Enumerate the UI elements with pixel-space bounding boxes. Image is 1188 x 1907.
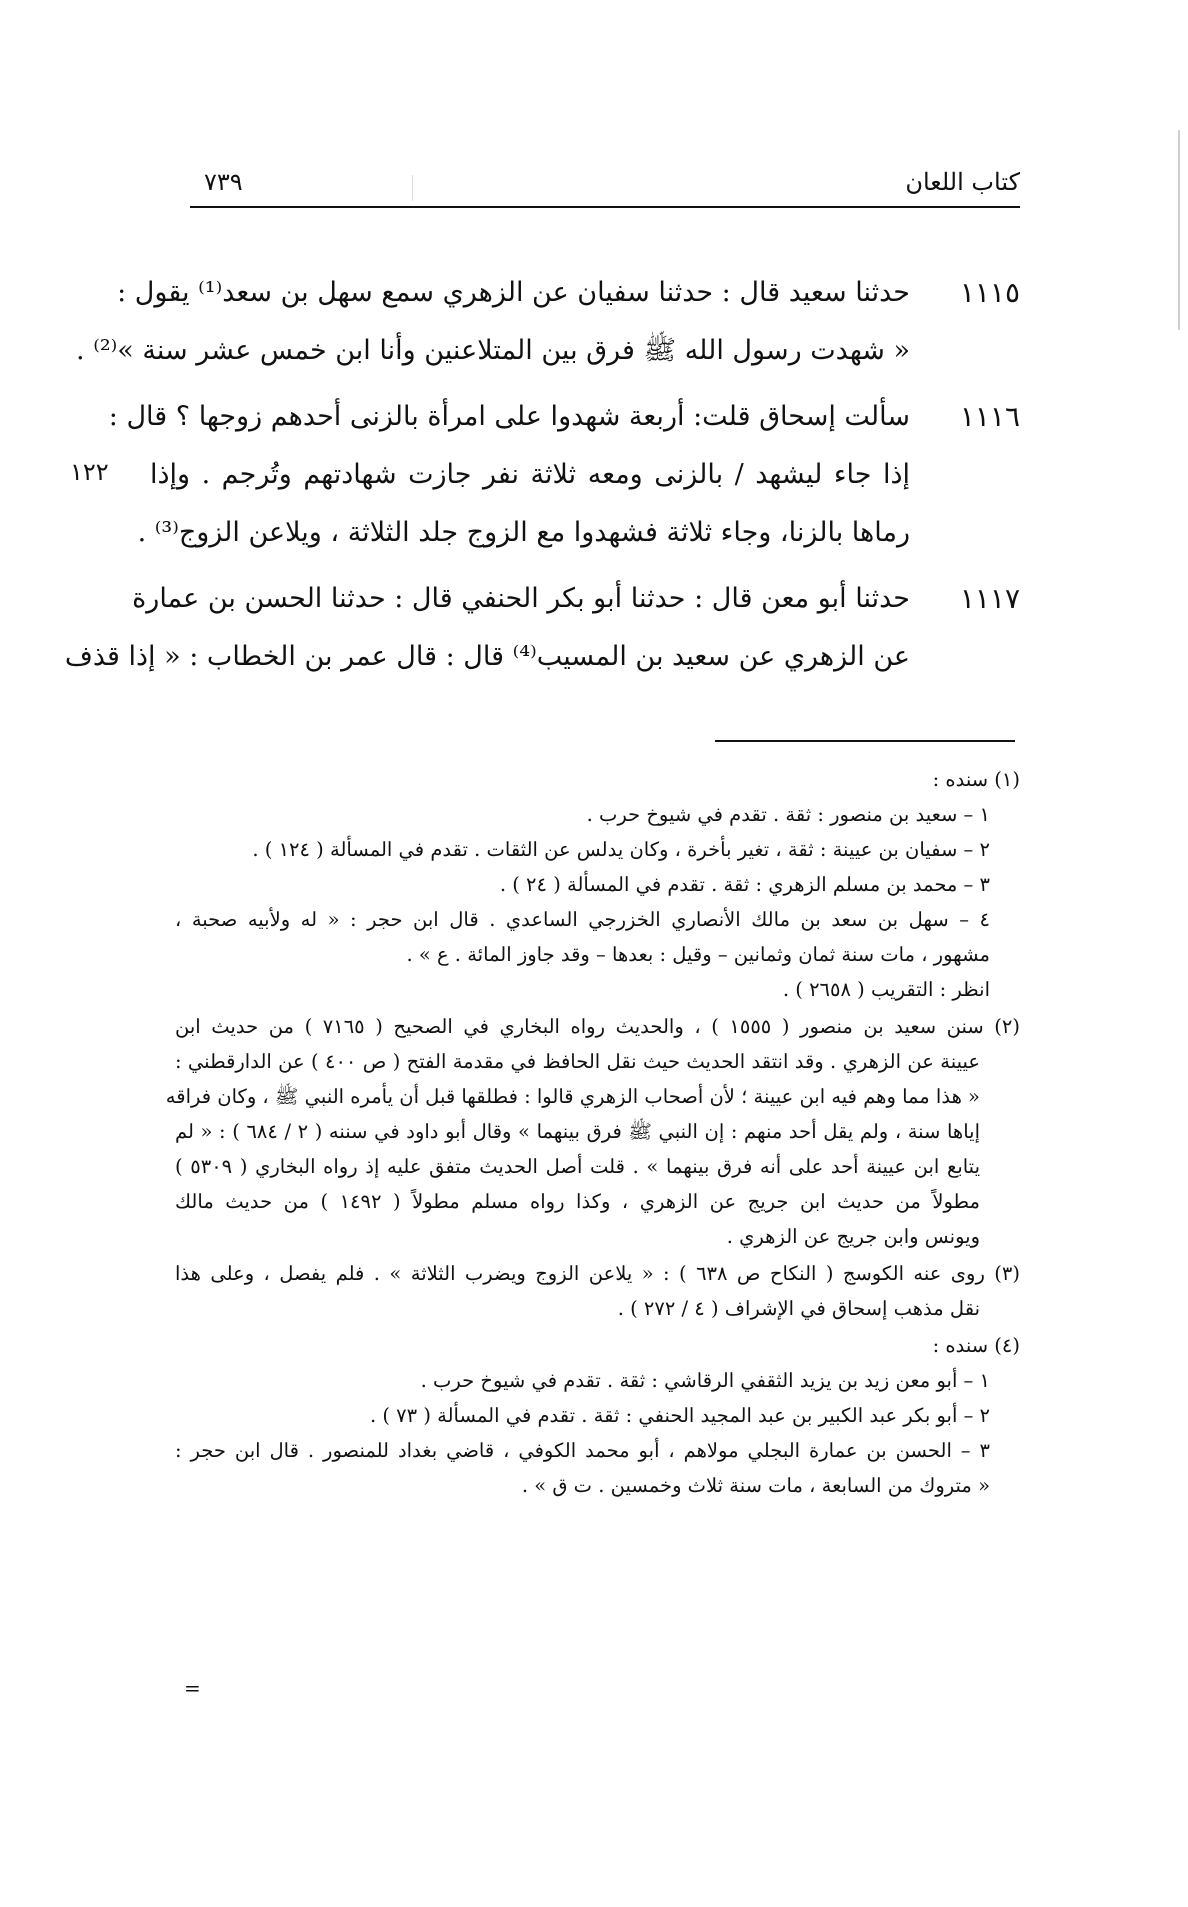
page-number: ٧٣٩	[204, 168, 243, 196]
page-header	[190, 168, 1020, 208]
margin-page-number: ١٢٢	[70, 458, 109, 486]
footnote-line: « هذا مما وهم فيه ابن عيينة ؛ لأن أصحاب الزهري قالوا : فطلقها قبل أن يأمره النبي ﷺ ، وكان فراقه	[165, 1085, 980, 1108]
footnote-line: يتابع ابن عيينة أحد على أنه فرق بينهما » . قلت أصل الحديث متفق عليه إذ رواه البخاري ( ٥٣٠٩ )	[175, 1155, 980, 1178]
footnote-2	[165, 1009, 1021, 1254]
footnote-item: ٣ – الحسن بن عمارة البجلي مولاهم ، أبو محمد الكوفي ، قاضي بغداد للمنصور . قال ابن حجر :	[175, 1439, 990, 1462]
footnote-item: ٣ – محمد بن مسلم الزهري : ثقة . تقدم في المسألة ( ٢٤ ) .	[499, 873, 990, 896]
scan-edge-line	[1178, 130, 1180, 330]
footnote-ref: انظر : التقريب ( ٢٦٥٨ ) .	[782, 978, 990, 1001]
footnotes	[165, 762, 1021, 1505]
footnote-4	[175, 1328, 1020, 1503]
footnote-item: ٢ – أبو بكر عبد الكبير بن عبد المجيد الحنفي : ثقة . تقدم في المسألة ( ٧٣ ) .	[369, 1404, 990, 1427]
footnote-line: نقل مذهب إسحاق في الإشراف ( ٤ / ٢٧٢ ) .	[617, 1297, 980, 1320]
footnote-title: (١) سنده :	[932, 768, 1020, 791]
footnote-rule	[715, 740, 1015, 742]
footnote-1	[175, 762, 1020, 1007]
book-title: كتاب اللعان	[905, 168, 1020, 196]
entry-line: « شهدت رسول الله ﷺ فرق بين المتلاعنين وأنا ابن خمس عشر سنة »⁽²⁾ .	[76, 335, 910, 366]
footnote-line: (٣) روى عنه الكوسج ( النكاح ص ٦٣٨ ) : « يلاعن الزوج ويضرب الثلاثة » . فلم يفصل ، وعلى هذا	[175, 1262, 1021, 1285]
entry-1117	[64, 570, 1020, 686]
entry-line: حدثنا أبو معن قال : حدثنا أبو بكر الحنفي قال : حدثنا الحسن بن عمارة	[132, 583, 910, 614]
footnote-line: عيينة عن الزهري . وقد انتقد الحديث حيث نقل الحافظ في مقدمة الفتح ( ص ٤٠٠ ) عن الدارقطني :	[175, 1050, 980, 1073]
footnote-line: ويونس وابن جريج عن الزهري .	[726, 1225, 980, 1248]
entry-line: عن الزهري عن سعيد بن المسيب⁽⁴⁾ قال : قال عمر بن الخطاب : « إذا قذف	[64, 641, 910, 672]
footnote-item: ٤ – سهل بن سعد بن مالك الأنصاري الخزرجي الساعدي . قال ابن حجر : « له ولأبيه صحبة ،	[175, 908, 990, 931]
footnote-item: « متروك من السابعة ، مات سنة ثلاث وخمسين . ت ق » .	[521, 1474, 990, 1497]
footnote-3	[175, 1256, 1020, 1326]
footnote-line: إياها سنة ، ولم يقل أحد منهم : إن النبي ﷺ فرق بينهما » وقال أبو داود في سننه ( ٢ / ٦٨٤ ) : « لم	[175, 1120, 981, 1143]
header-rule	[190, 206, 1020, 208]
entry-line: رماها بالزنا، وجاء ثلاثة فشهدوا مع الزوج جلد الثلاثة ، ويلاعن الزوج⁽³⁾ .	[137, 517, 910, 548]
footnote-item: مشهور ، مات سنة ثمان وثمانين – وقيل : بعدها – وقد جاوز المائة . ع » .	[406, 943, 990, 966]
entry-number: ١١١٦	[959, 400, 1020, 433]
entry-1116	[108, 388, 1020, 562]
footnote-item: ١ – أبو معن زيد بن يزيد الثقفي الرقاشي : ثقة . تقدم في شيوخ حرب .	[420, 1369, 990, 1392]
footnote-item: ٢ – سفيان بن عيينة : ثقة ، تغير بأخرة ، وكان يدلس عن الثقات . تقدم في المسألة ( ١٢٤ ) .	[252, 838, 990, 861]
entry-line: إذا جاء ليشهد / بالزنى ومعه ثلاثة نفر جازت شهادتهم وتُرجم . وإذا	[150, 459, 910, 490]
end-mark: =	[184, 1676, 201, 1700]
entry-line: حدثنا سعيد قال : حدثنا سفيان عن الزهري سمع سهل بن سعد⁽¹⁾ يقول :	[117, 277, 910, 308]
entry-1115	[76, 264, 1020, 380]
footnote-item: ١ – سعيد بن منصور : ثقة . تقدم في شيوخ حرب .	[586, 803, 990, 826]
footnote-line: (٢) سنن سعيد بن منصور ( ١٥٥٥ ) ، والحديث رواه البخاري في الصحيح ( ٧١٦٥ ) من حديث ابن	[175, 1015, 1021, 1038]
entry-number: ١١١٥	[959, 276, 1020, 309]
footnote-title: (٤) سنده :	[932, 1334, 1020, 1357]
entry-number: ١١١٧	[959, 582, 1020, 615]
entry-line: سألت إسحاق قلت: أربعة شهدوا على امرأة بالزنى أحدهم زوجها ؟ قال :	[108, 401, 910, 432]
footnote-line: مطولاً من حديث ابن جريج عن الزهري ، وكذا رواه مسلم مطولاً ( ١٤٩٢ ) من حديث مالك	[175, 1190, 980, 1213]
